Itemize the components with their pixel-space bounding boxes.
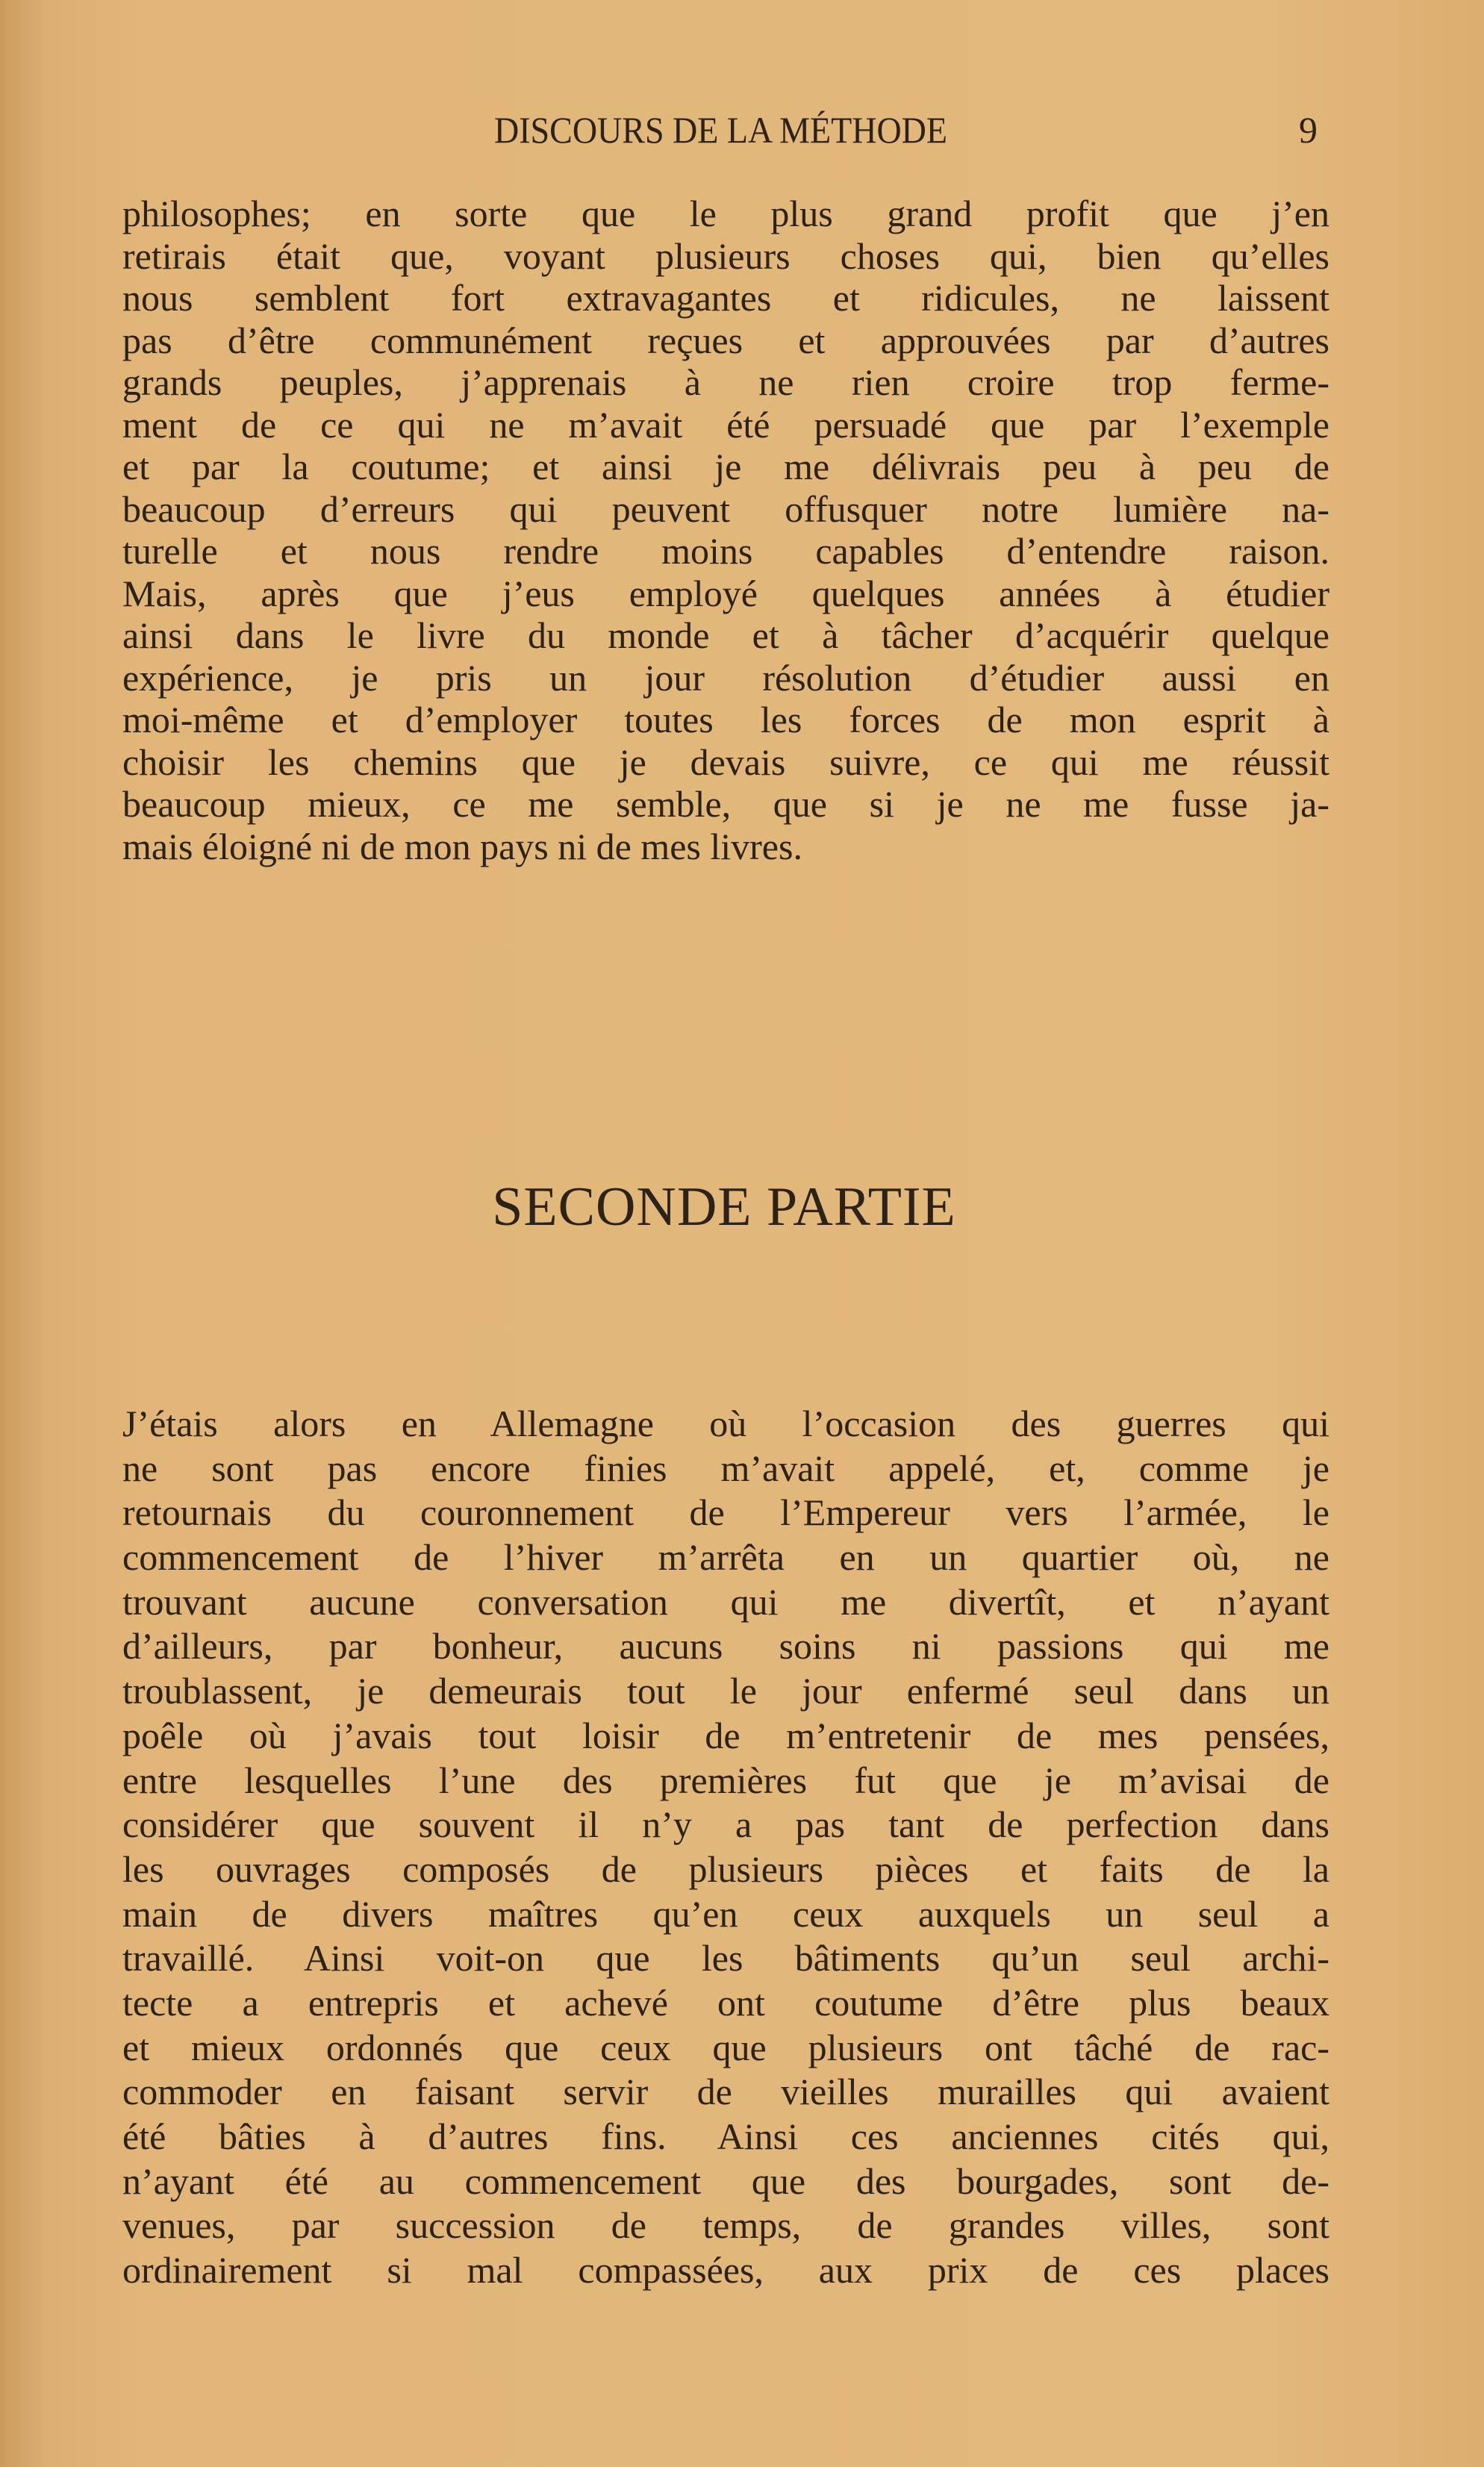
text-line: philosophes; en sorte que le plus grand profit que j’en <box>122 193 1329 234</box>
text-line: considérer que souvent il n’y a pas tant de perfection dans <box>122 1803 1329 1846</box>
text-line: commoder en faisant servir de vieilles murailles qui avaient <box>122 2071 1329 2113</box>
text-line: n’ayant été au commencement que des bourgades, sont de- <box>122 2159 1329 2202</box>
text-line: expérience, je pris un jour résolution d’étudier aussi en <box>122 656 1329 699</box>
paragraph-2 <box>122 1402 1329 2293</box>
text-line: commencement de l’hiver m’arrêta en un quartier où, ne <box>122 1536 1329 1579</box>
text-line: trouvant aucune conversation qui me divertît, et n’ayant <box>122 1580 1329 1623</box>
text-line: Mais, après que j’eus employé quelques années à étudier <box>122 572 1329 614</box>
text-line: tecte a entrepris et achevé ont coutume d’être plus beaux <box>122 1981 1329 2024</box>
text-line: ne sont pas encore finies m’avait appelé, et, comme je <box>122 1447 1329 1489</box>
text-line: entre lesquelles l’une des premières fut que je m’avisai de <box>122 1759 1329 1801</box>
text-line: turelle et nous rendre moins capables d’entendre raison. <box>122 530 1329 572</box>
text-line: et par la coutume; et ainsi je me délivrais peu à peu de <box>122 446 1329 487</box>
text-line: main de divers maîtres qu’en ceux auxquels un seul a <box>122 1892 1329 1935</box>
section-title: SECONDE PARTIE <box>492 1176 956 1238</box>
text-line: choisir les chemins que je devais suivre, ce qui me réussit <box>122 740 1329 783</box>
text-line: d’ailleurs, par bonheur, aucuns soins ni passions qui me <box>122 1625 1329 1668</box>
text-line: moi-même et d’employer toutes les forces de mon esprit à <box>122 699 1329 740</box>
paragraph-1 <box>122 193 1329 867</box>
text-line: ordinairement si mal compassées, aux prix de ces places <box>122 2249 1329 2292</box>
text-line: ainsi dans le livre du monde et à tâcher d’acquérir quelque <box>122 614 1329 656</box>
text-line: pas d’être communément reçues et approuvées par d’autres <box>122 319 1329 361</box>
text-line: poêle où j’avais tout loisir de m’entretenir de mes pensées, <box>122 1714 1329 1756</box>
text-line: troublassent, je demeurais tout le jour enfermé seul dans un <box>122 1670 1329 1712</box>
text-line: été bâties à d’autres fins. Ainsi ces anciennes cités qui, <box>122 2115 1329 2157</box>
text-line: mais éloigné ni de mon pays ni de mes livres. <box>122 825 802 867</box>
text-line: travaillé. Ainsi voit-on que les bâtiments qu’un seul archi- <box>122 1937 1329 1980</box>
running-title: DISCOURS DE LA MÉTHODE <box>494 109 947 151</box>
text-line: grands peuples, j’apprenais à ne rien croire trop ferme- <box>122 361 1329 403</box>
text-line: beaucoup mieux, ce me semble, que si je ne me fusse ja- <box>122 783 1329 825</box>
text-line: les ouvrages composés de plusieurs pièces et faits de la <box>122 1847 1329 1890</box>
text-line: venues, par succession de temps, de grandes villes, sont <box>122 2204 1329 2247</box>
text-line: nous semblent fort extravagantes et ridicules, ne laissent <box>122 277 1329 319</box>
page-number: 9 <box>1299 109 1318 151</box>
text-line: ment de ce qui ne m’avait été persuadé que par l’exemple <box>122 403 1329 446</box>
text-line: beaucoup d’erreurs qui peuvent offusquer notre lumière na- <box>122 487 1329 530</box>
text-line: retirais était que, voyant plusieurs choses qui, bien qu’elles <box>122 234 1329 277</box>
text-line: J’étais alors en Allemagne où l’occasion des guerres qui <box>122 1403 1329 1444</box>
text-line: retournais du couronnement de l’Empereur vers l’armée, le <box>122 1491 1329 1534</box>
text-line: et mieux ordonnés que ceux que plusieurs ont tâché de rac- <box>122 2026 1329 2068</box>
